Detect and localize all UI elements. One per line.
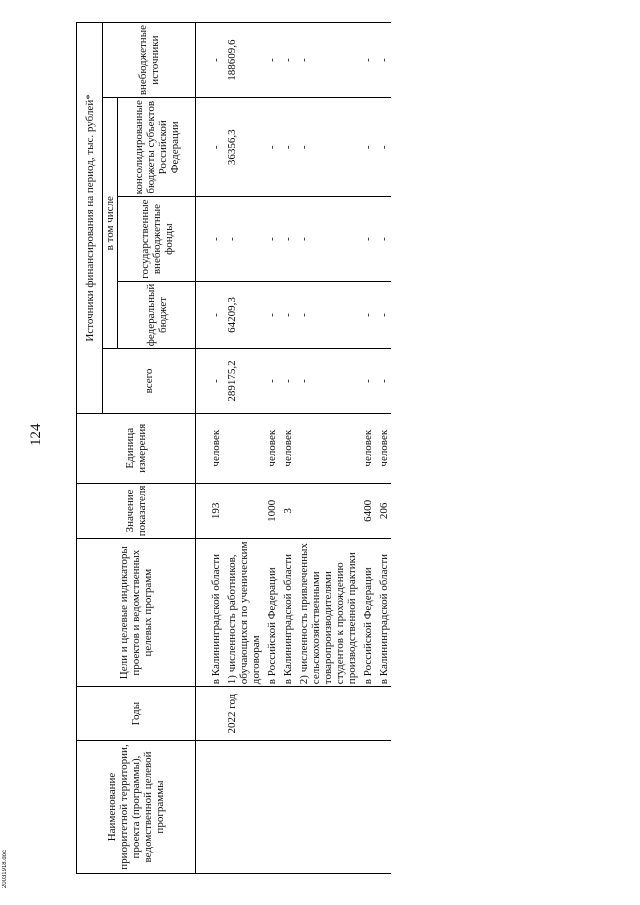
- header-goals: Цели и целевые индикаторы проектов и ведомственных целевых программ: [77, 539, 196, 687]
- header-name: Наименование приоритетной территории, проекта (программы), ведомственной целевой программы: [77, 741, 196, 874]
- header-years: Годы: [77, 687, 196, 741]
- cell-total: -: [196, 349, 224, 414]
- cell-unit: человек: [375, 413, 391, 483]
- cell-funds: -: [279, 197, 295, 281]
- header-federal: федеральный бюджет: [118, 281, 196, 349]
- cell-federal: -: [375, 281, 391, 349]
- cell-year: [375, 687, 391, 741]
- cell-unit: человек: [263, 413, 279, 483]
- cell-regional: -: [375, 98, 391, 197]
- financing-table: [76, 22, 391, 874]
- table-row: [263, 23, 279, 874]
- cell-regional: -: [295, 98, 359, 197]
- table-row: [375, 23, 391, 874]
- cell-federal: -: [279, 281, 295, 349]
- cell-unit: человек: [359, 413, 375, 483]
- page-number: 124: [28, 423, 44, 446]
- cell-regional: -: [279, 98, 295, 197]
- cell-unit: [223, 413, 263, 483]
- cell-extra: -: [196, 23, 224, 98]
- cell-goal: 2) численность привлеченных сельскохозяйственными товаропроизводителями студентов к прохождению производственной практики: [295, 539, 359, 687]
- cell-extra: -: [263, 23, 279, 98]
- cell-federal: -: [196, 281, 224, 349]
- table-row: [359, 23, 375, 874]
- cell-goal: в Российской Федерации: [359, 539, 375, 687]
- cell-name: [223, 741, 263, 874]
- cell-total: -: [295, 349, 359, 414]
- cell-year: [295, 687, 359, 741]
- cell-funds: -: [375, 197, 391, 281]
- cell-name: [196, 741, 224, 874]
- cell-regional: -: [359, 98, 375, 197]
- cell-extra: -: [295, 23, 359, 98]
- cell-goal: в Калининградской области: [375, 539, 391, 687]
- table-row: [223, 23, 263, 874]
- header-value: Значение показателя: [77, 483, 196, 539]
- cell-extra: 188609,6: [223, 23, 263, 98]
- cell-value: [295, 483, 359, 539]
- cell-year: 2022 год: [223, 687, 263, 741]
- cell-value: 1000: [263, 483, 279, 539]
- header-unit: Единица измерения: [77, 413, 196, 483]
- cell-federal: -: [295, 281, 359, 349]
- table-header: [77, 23, 196, 874]
- cell-funds: -: [223, 197, 263, 281]
- cell-unit: человек: [196, 413, 224, 483]
- cell-federal: 64209,3: [223, 281, 263, 349]
- cell-total: -: [263, 349, 279, 414]
- cell-value: 193: [196, 483, 224, 539]
- cell-total: -: [359, 349, 375, 414]
- cell-value: [223, 483, 263, 539]
- cell-year: [263, 687, 279, 741]
- cell-value: 3: [279, 483, 295, 539]
- table-row: [279, 23, 295, 874]
- cell-extra: -: [375, 23, 391, 98]
- cell-unit: [295, 413, 359, 483]
- cell-funds: -: [295, 197, 359, 281]
- cell-federal: -: [263, 281, 279, 349]
- cell-total: -: [279, 349, 295, 414]
- cell-goal: в Калининградской области: [196, 539, 224, 687]
- cell-extra: -: [279, 23, 295, 98]
- header-state-funds: государственные внебюджетные фонды: [118, 197, 196, 281]
- cell-goal: в Калининградской области: [279, 539, 295, 687]
- cell-goal: в Российской Федерации: [263, 539, 279, 687]
- cell-name: [263, 741, 279, 874]
- cell-year: [359, 687, 375, 741]
- cell-value: 6400: [359, 483, 375, 539]
- cell-regional: -: [263, 98, 279, 197]
- table-row: [196, 23, 224, 874]
- cell-total: -: [375, 349, 391, 414]
- cell-name: [375, 741, 391, 874]
- cell-regional: 36356,3: [223, 98, 263, 197]
- table-body: [196, 23, 392, 874]
- cell-federal: -: [359, 281, 375, 349]
- cell-regional: -: [196, 98, 224, 197]
- header-regional: консолидированные бюджеты субъектов Российской Федерации: [118, 98, 196, 197]
- cell-funds: -: [359, 197, 375, 281]
- cell-name: [279, 741, 295, 874]
- table-row: [295, 23, 359, 874]
- cell-year: [196, 687, 224, 741]
- cell-funds: -: [196, 197, 224, 281]
- header-extra: внебюджетные источники: [103, 23, 196, 98]
- cell-value: 206: [375, 483, 391, 539]
- header-including: в том числе: [103, 98, 118, 349]
- cell-name: [295, 741, 359, 874]
- cell-extra: -: [359, 23, 375, 98]
- cell-funds: -: [263, 197, 279, 281]
- rotated-landscape-sheet: [20, 22, 620, 882]
- cell-goal: 1) численность работников, обучающихся по ученическим договорам: [223, 539, 263, 687]
- cell-unit: человек: [279, 413, 295, 483]
- file-identifier: 20031918.doc: [2, 850, 8, 889]
- cell-year: [279, 687, 295, 741]
- cell-total: 289175,2: [223, 349, 263, 414]
- header-funding-group: Источники финансирования на период, тыс. рублей*: [77, 23, 103, 414]
- cell-name: [359, 741, 375, 874]
- header-total: всего: [103, 349, 196, 414]
